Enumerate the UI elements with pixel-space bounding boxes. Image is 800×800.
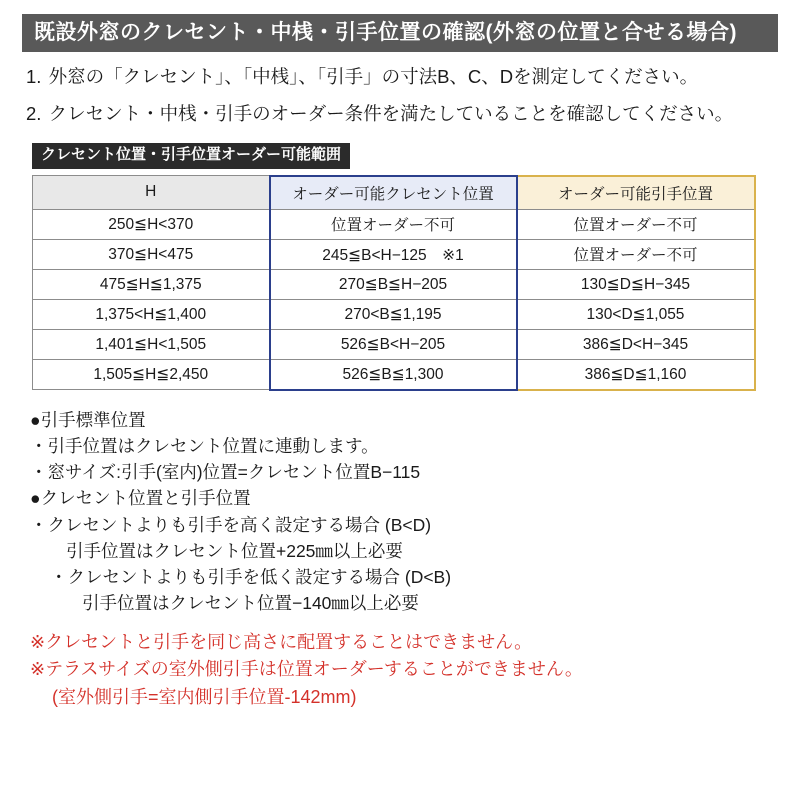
table-row xyxy=(33,359,755,390)
table-row xyxy=(33,239,755,269)
note-line: 引手位置はクレセント位置+225㎜以上必要 xyxy=(66,540,403,561)
column-header-crescent: オーダー可能クレセント位置 xyxy=(270,176,517,210)
step-number: 1. xyxy=(26,66,42,88)
table-row xyxy=(33,299,755,329)
cell-h: 475≦H≦1,375 xyxy=(33,269,270,299)
table-row xyxy=(33,329,755,359)
column-header-h: H xyxy=(33,176,270,210)
cell-h: 250≦H<370 xyxy=(33,209,270,239)
cell-crescent: 245≦B<H−125 ※1 xyxy=(270,239,517,269)
cell-crescent: 526≦B≦1,300 xyxy=(270,359,517,390)
note-line: ●引手標準位置 xyxy=(30,409,146,430)
note-line: ・クレセントよりも引手を高く設定する場合 (B<D) xyxy=(30,514,432,535)
list-item xyxy=(22,102,778,127)
table-row xyxy=(33,209,755,239)
notes-section xyxy=(22,407,778,617)
steps-list xyxy=(22,65,778,127)
cell-handle: 位置オーダー不可 xyxy=(517,209,755,239)
note-line: ・クレセントよりも引手を低く設定する場合 (D<B) xyxy=(50,567,452,588)
cell-h: 370≦H<475 xyxy=(33,239,270,269)
note-line: ・引手位置はクレセント位置に連動します。 xyxy=(30,435,379,456)
cell-handle: 位置オーダー不可 xyxy=(517,239,755,269)
cell-crescent: 526≦B<H−205 xyxy=(270,329,517,359)
cell-handle: 130<D≦1,055 xyxy=(517,299,755,329)
note-line: ・窓サイズ:引手(室内)位置=クレセント位置B−115 xyxy=(30,462,421,483)
warnings-section xyxy=(22,629,778,713)
warning-line: (室外側引手=室内側引手位置-142mm) xyxy=(52,687,357,708)
cell-crescent: 270≦B≦H−205 xyxy=(270,269,517,299)
note-line: ●クレセント位置と引手位置 xyxy=(30,488,251,509)
cell-handle: 386≦D≦1,160 xyxy=(517,359,755,390)
table-row xyxy=(33,269,755,299)
warning-line: ※テラスサイズの室外側引手は位置オーダーすることができません。 xyxy=(30,659,583,680)
cell-h: 1,505≦H≦2,450 xyxy=(33,359,270,390)
cell-crescent: 270<B≦1,195 xyxy=(270,299,517,329)
cell-h: 1,375<H≦1,400 xyxy=(33,299,270,329)
step-number: 2. xyxy=(26,103,42,125)
cell-crescent: 位置オーダー不可 xyxy=(270,209,517,239)
range-table-section xyxy=(22,143,778,391)
list-item xyxy=(22,65,778,90)
column-header-handle: オーダー可能引手位置 xyxy=(517,176,755,210)
table-header-row xyxy=(33,176,755,210)
cell-h: 1,401≦H<1,505 xyxy=(33,329,270,359)
warning-line: ※クレセントと引手を同じ高さに配置することはできません。 xyxy=(30,631,533,652)
step-text: 外窓の「クレセント」、「中桟」、「引手」の寸法B、C、Dを測定してください。 xyxy=(48,66,699,88)
note-line: 引手位置はクレセント位置−140㎜以上必要 xyxy=(82,593,419,614)
cell-handle: 130≦D≦H−345 xyxy=(517,269,755,299)
section-label: クレセント位置・引手位置オーダー可能範囲 xyxy=(32,143,350,169)
order-range-table xyxy=(32,175,756,391)
page-title: 既設外窓のクレセント・中桟・引手位置の確認(外窓の位置と合せる場合) xyxy=(22,14,778,52)
step-text: クレセント・中桟・引手のオーダー条件を満たしていることを確認してください。 xyxy=(48,103,734,125)
cell-handle: 386≦D<H−345 xyxy=(517,329,755,359)
